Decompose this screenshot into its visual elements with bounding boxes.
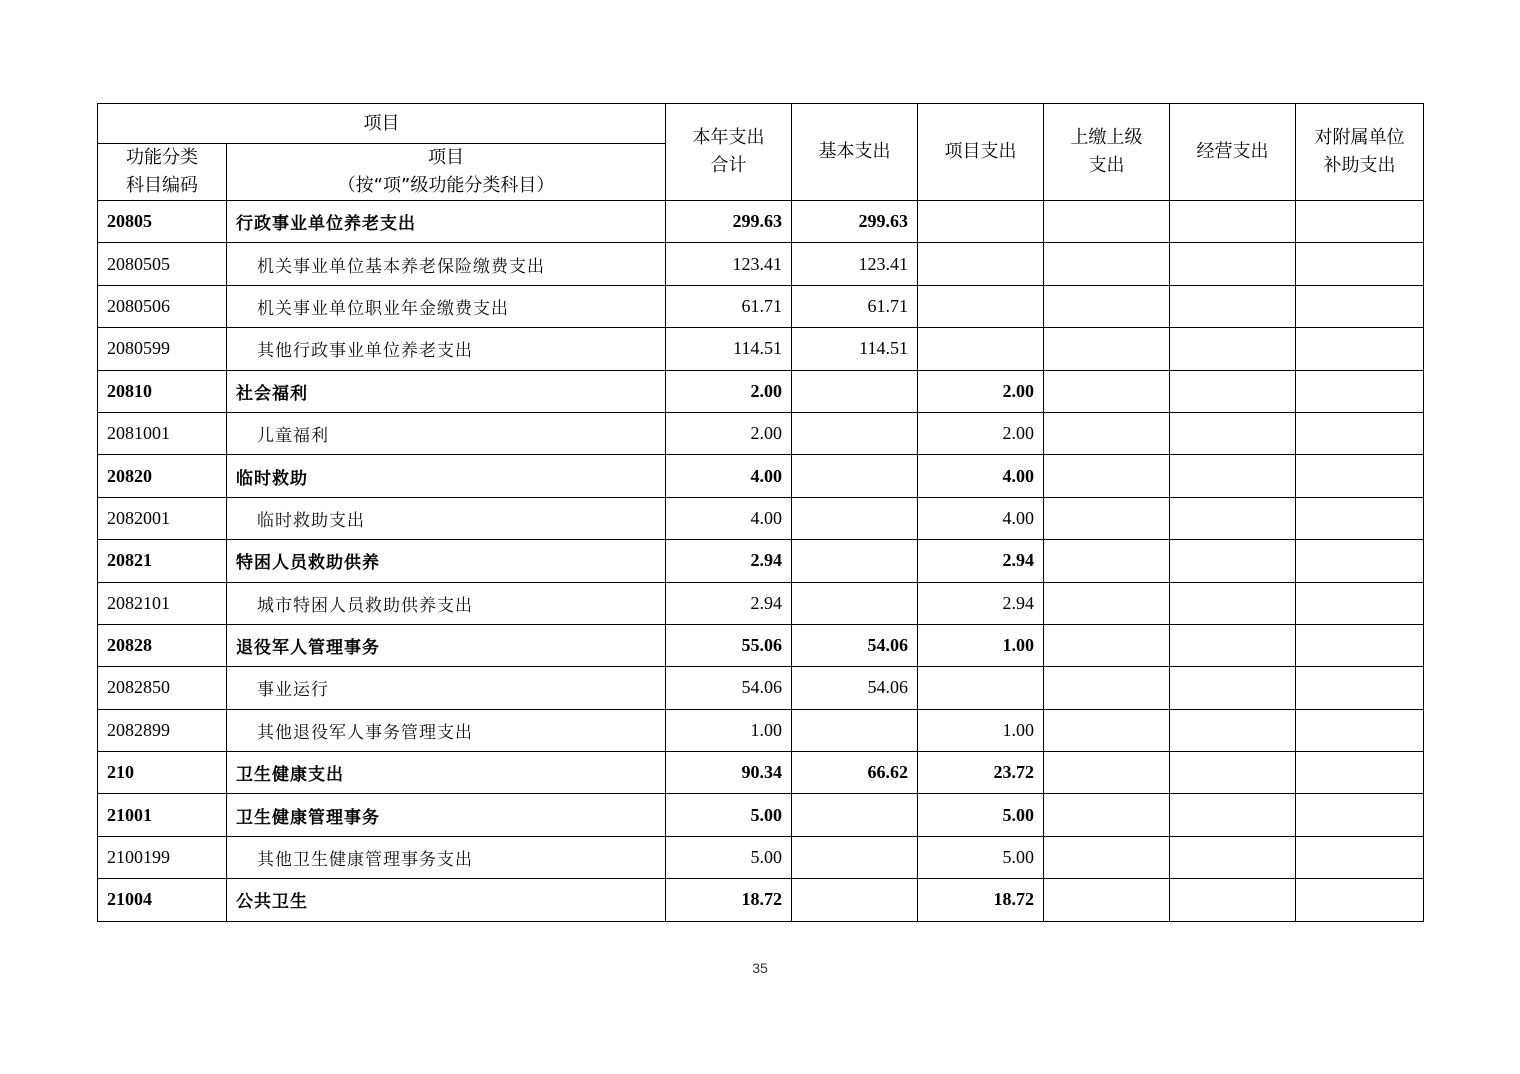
cell-name: 行政事业单位养老支出: [227, 201, 666, 243]
cell-project: 4.00: [918, 497, 1044, 539]
header-basic: 基本支出: [792, 104, 918, 201]
cell-code: 2082899: [98, 709, 227, 751]
cell-total: 1.00: [666, 709, 792, 751]
cell-remit: [1044, 582, 1170, 624]
cell-subsidy: [1296, 455, 1424, 497]
cell-remit: [1044, 370, 1170, 412]
cell-total: 54.06: [666, 667, 792, 709]
header-business: 经营支出: [1170, 104, 1296, 201]
cell-business: [1170, 667, 1296, 709]
cell-remit: [1044, 794, 1170, 836]
cell-code: 21001: [98, 794, 227, 836]
table-row: [98, 582, 1424, 624]
table-row: [98, 201, 1424, 243]
cell-name: 儿童福利: [227, 412, 666, 454]
cell-name: 城市特困人员救助供养支出: [227, 582, 666, 624]
cell-code: 2080505: [98, 243, 227, 285]
table-row: [98, 540, 1424, 582]
cell-remit: [1044, 201, 1170, 243]
cell-total: 2.00: [666, 412, 792, 454]
expenditure-table: [97, 103, 1424, 922]
cell-business: [1170, 540, 1296, 582]
cell-total: 123.41: [666, 243, 792, 285]
header-total: 本年支出 合计: [666, 104, 792, 201]
cell-project: [918, 201, 1044, 243]
cell-name: 退役军人管理事务: [227, 624, 666, 666]
table-row: [98, 879, 1424, 921]
cell-total: 90.34: [666, 752, 792, 794]
cell-code: 210: [98, 752, 227, 794]
table-row: [98, 243, 1424, 285]
header-remit: 上缴上级 支出: [1044, 104, 1170, 201]
cell-remit: [1044, 285, 1170, 327]
table-row: [98, 752, 1424, 794]
cell-code: 2082850: [98, 667, 227, 709]
cell-subsidy: [1296, 497, 1424, 539]
header-item-group: 项目: [98, 104, 666, 144]
cell-remit: [1044, 328, 1170, 370]
cell-subsidy: [1296, 243, 1424, 285]
cell-project: [918, 285, 1044, 327]
header-name: 项目 （按“项”级功能分类科目）: [227, 144, 666, 201]
cell-total: 55.06: [666, 624, 792, 666]
cell-code: 2081001: [98, 412, 227, 454]
cell-remit: [1044, 709, 1170, 751]
cell-business: [1170, 455, 1296, 497]
cell-code: 20805: [98, 201, 227, 243]
cell-subsidy: [1296, 412, 1424, 454]
cell-project: 2.94: [918, 582, 1044, 624]
cell-basic: [792, 540, 918, 582]
cell-name: 卫生健康管理事务: [227, 794, 666, 836]
cell-business: [1170, 794, 1296, 836]
cell-project: 5.00: [918, 836, 1044, 878]
cell-subsidy: [1296, 582, 1424, 624]
cell-basic: 299.63: [792, 201, 918, 243]
table-row: [98, 836, 1424, 878]
cell-basic: 66.62: [792, 752, 918, 794]
cell-name: 特困人员救助供养: [227, 540, 666, 582]
cell-basic: 114.51: [792, 328, 918, 370]
cell-basic: [792, 709, 918, 751]
cell-subsidy: [1296, 836, 1424, 878]
cell-basic: [792, 497, 918, 539]
cell-total: 114.51: [666, 328, 792, 370]
cell-code: 2100199: [98, 836, 227, 878]
cell-basic: [792, 412, 918, 454]
cell-project: [918, 328, 1044, 370]
cell-name: 社会福利: [227, 370, 666, 412]
cell-basic: [792, 455, 918, 497]
cell-business: [1170, 370, 1296, 412]
cell-project: 18.72: [918, 879, 1044, 921]
header-subsidy: 对附属单位 补助支出: [1296, 104, 1424, 201]
cell-total: 2.94: [666, 582, 792, 624]
cell-code: 20828: [98, 624, 227, 666]
cell-project: 1.00: [918, 624, 1044, 666]
header-code: 功能分类 科目编码: [98, 144, 227, 201]
cell-name: 事业运行: [227, 667, 666, 709]
table-row: [98, 370, 1424, 412]
cell-business: [1170, 836, 1296, 878]
cell-business: [1170, 243, 1296, 285]
cell-remit: [1044, 624, 1170, 666]
cell-subsidy: [1296, 285, 1424, 327]
table-body: [98, 201, 1424, 922]
cell-project: [918, 667, 1044, 709]
cell-basic: [792, 582, 918, 624]
cell-business: [1170, 201, 1296, 243]
cell-remit: [1044, 667, 1170, 709]
cell-remit: [1044, 455, 1170, 497]
cell-total: 61.71: [666, 285, 792, 327]
cell-basic: 54.06: [792, 624, 918, 666]
cell-name: 机关事业单位基本养老保险缴费支出: [227, 243, 666, 285]
table-row: [98, 709, 1424, 751]
cell-code: 2082101: [98, 582, 227, 624]
cell-code: 20810: [98, 370, 227, 412]
cell-total: 5.00: [666, 794, 792, 836]
cell-business: [1170, 285, 1296, 327]
cell-name: 卫生健康支出: [227, 752, 666, 794]
cell-total: 4.00: [666, 455, 792, 497]
cell-name: 公共卫生: [227, 879, 666, 921]
cell-subsidy: [1296, 752, 1424, 794]
cell-business: [1170, 582, 1296, 624]
cell-subsidy: [1296, 709, 1424, 751]
cell-remit: [1044, 497, 1170, 539]
table-row: [98, 285, 1424, 327]
cell-basic: [792, 370, 918, 412]
cell-basic: 123.41: [792, 243, 918, 285]
cell-business: [1170, 328, 1296, 370]
table-row: [98, 328, 1424, 370]
cell-remit: [1044, 836, 1170, 878]
cell-total: 2.94: [666, 540, 792, 582]
cell-total: 2.00: [666, 370, 792, 412]
table-row: [98, 497, 1424, 539]
table-row: [98, 667, 1424, 709]
cell-name: 其他卫生健康管理事务支出: [227, 836, 666, 878]
cell-project: 5.00: [918, 794, 1044, 836]
cell-basic: 61.71: [792, 285, 918, 327]
cell-project: 23.72: [918, 752, 1044, 794]
page-number: 35: [752, 960, 768, 976]
cell-subsidy: [1296, 370, 1424, 412]
cell-basic: [792, 879, 918, 921]
cell-code: 20821: [98, 540, 227, 582]
cell-subsidy: [1296, 201, 1424, 243]
cell-name: 其他退役军人事务管理支出: [227, 709, 666, 751]
cell-code: 21004: [98, 879, 227, 921]
cell-subsidy: [1296, 624, 1424, 666]
cell-project: 2.00: [918, 412, 1044, 454]
cell-business: [1170, 709, 1296, 751]
table-row: [98, 794, 1424, 836]
cell-project: [918, 243, 1044, 285]
cell-basic: [792, 836, 918, 878]
cell-business: [1170, 879, 1296, 921]
cell-business: [1170, 752, 1296, 794]
cell-code: 2080599: [98, 328, 227, 370]
cell-total: 5.00: [666, 836, 792, 878]
cell-code: 20820: [98, 455, 227, 497]
cell-total: 18.72: [666, 879, 792, 921]
cell-name: 临时救助支出: [227, 497, 666, 539]
table-row: [98, 412, 1424, 454]
cell-name: 临时救助: [227, 455, 666, 497]
table-row: [98, 455, 1424, 497]
cell-project: 2.00: [918, 370, 1044, 412]
cell-remit: [1044, 243, 1170, 285]
cell-subsidy: [1296, 328, 1424, 370]
cell-subsidy: [1296, 540, 1424, 582]
cell-remit: [1044, 879, 1170, 921]
header-project: 项目支出: [918, 104, 1044, 201]
cell-project: 1.00: [918, 709, 1044, 751]
cell-basic: 54.06: [792, 667, 918, 709]
cell-name: 机关事业单位职业年金缴费支出: [227, 285, 666, 327]
cell-code: 2080506: [98, 285, 227, 327]
cell-business: [1170, 497, 1296, 539]
cell-project: 2.94: [918, 540, 1044, 582]
cell-subsidy: [1296, 794, 1424, 836]
cell-remit: [1044, 540, 1170, 582]
cell-basic: [792, 794, 918, 836]
cell-remit: [1044, 752, 1170, 794]
cell-subsidy: [1296, 667, 1424, 709]
table-header: [98, 104, 1424, 201]
cell-business: [1170, 412, 1296, 454]
cell-subsidy: [1296, 879, 1424, 921]
cell-project: 4.00: [918, 455, 1044, 497]
cell-total: 4.00: [666, 497, 792, 539]
table-row: [98, 624, 1424, 666]
cell-business: [1170, 624, 1296, 666]
cell-remit: [1044, 412, 1170, 454]
cell-total: 299.63: [666, 201, 792, 243]
cell-code: 2082001: [98, 497, 227, 539]
cell-name: 其他行政事业单位养老支出: [227, 328, 666, 370]
